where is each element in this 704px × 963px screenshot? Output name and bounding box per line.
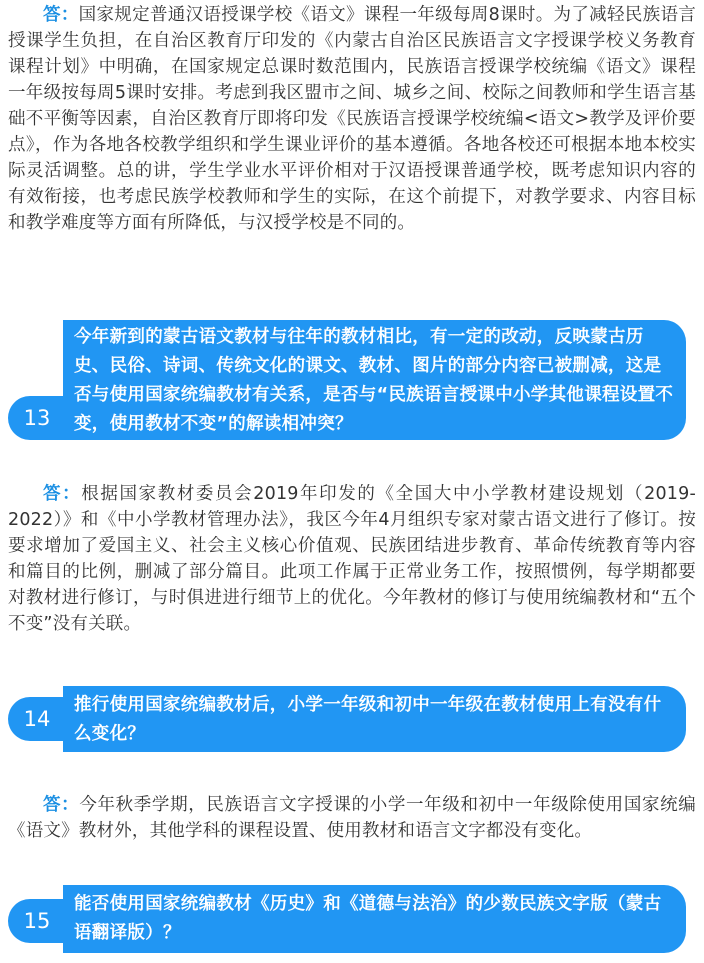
answer-label: 答： — [43, 484, 82, 504]
answer-label: 答： — [43, 795, 80, 815]
answer-paragraph-13 — [8, 481, 696, 637]
question-number-badge: 14 — [8, 697, 66, 741]
question-card-14 — [8, 686, 686, 752]
answer-text: 国家规定普通汉语授课学校《语文》课程一年级每周8课时。为了减轻民族语言授课学生负担，在自治区教育厅印发的《内蒙古自治区民族语言文字授课学校义务教育课程计划》中明确，在国家规定总课时数范围内，民族语言授课学校统编《语文》课程一年级按每周5课时安排。考虑到我区盟市之间、城乡之间、校际之间教师和学生语言基础不平衡等因素，自治区教育厅即将印发《民族语言授课学校统编<语文>教学及评价要点》，作为各地各校教学组织和学生课业评价的基本遵循。各地各校还可根据本地本校实际灵活调整。总的讲，学生学业水平评价相对于汉语授课普通学校，既考虑知识内容的有效衔接，也考虑民族学校教师和学生的实际，在这个前提下，对教学要求、内容目标和教学难度等方面有所降低，与汉授学校是不同的。 — [8, 5, 696, 233]
question-number-badge: 15 — [8, 899, 66, 943]
answer-text: 今年秋季学期，民族语言文字授课的小学一年级和初中一年级除使用国家统编《语文》教材外，其他学科的课程设置、使用教材和语言文字都没有变化。 — [8, 795, 696, 841]
question-card-13 — [8, 320, 686, 440]
question-text: 推行使用国家统编教材后，小学一年级和初中一年级在教材使用上有没有什么变化？ — [74, 695, 662, 744]
question-number-badge: 13 — [8, 396, 66, 440]
answer-label: 答： — [43, 5, 79, 25]
answer-paragraph-1 — [8, 2, 696, 236]
answer-text: 根据国家教材委员会2019年印发的《全国大中小学教材建设规划（2019-2022）》和《中小学教材管理办法》，我区今年4月组织专家对蒙古语文进行了修订。按要求增加了爱国主义、社会主义核心价值观、民族团结进步教育、革命传统教育等内容和篇目的比例，删减了部分篇目。此项工作属于正常业务工作，按照惯例，每学期都要对教材进行修订，与时俱进进行细节上的优化。今年教材的修订与使用统编教材和“五个不变”没有关联。 — [8, 484, 696, 634]
answer-paragraph-14 — [8, 792, 696, 844]
question-card-15 — [8, 885, 686, 953]
question-text: 今年新到的蒙古语文教材与往年的教材相比，有一定的改动，反映蒙古历史、民俗、诗词、传统文化的课文、教材、图片的部分内容已被删减，这是否与使用国家统编教材有关系，是否与“民族语言授课中小学其他课程设置不变，使用教材不变”的解读相冲突？ — [74, 327, 674, 434]
question-text: 能否使用国家统编教材《历史》和《道德与法治》的少数民族文字版（蒙古语翻译版）？ — [74, 894, 662, 943]
